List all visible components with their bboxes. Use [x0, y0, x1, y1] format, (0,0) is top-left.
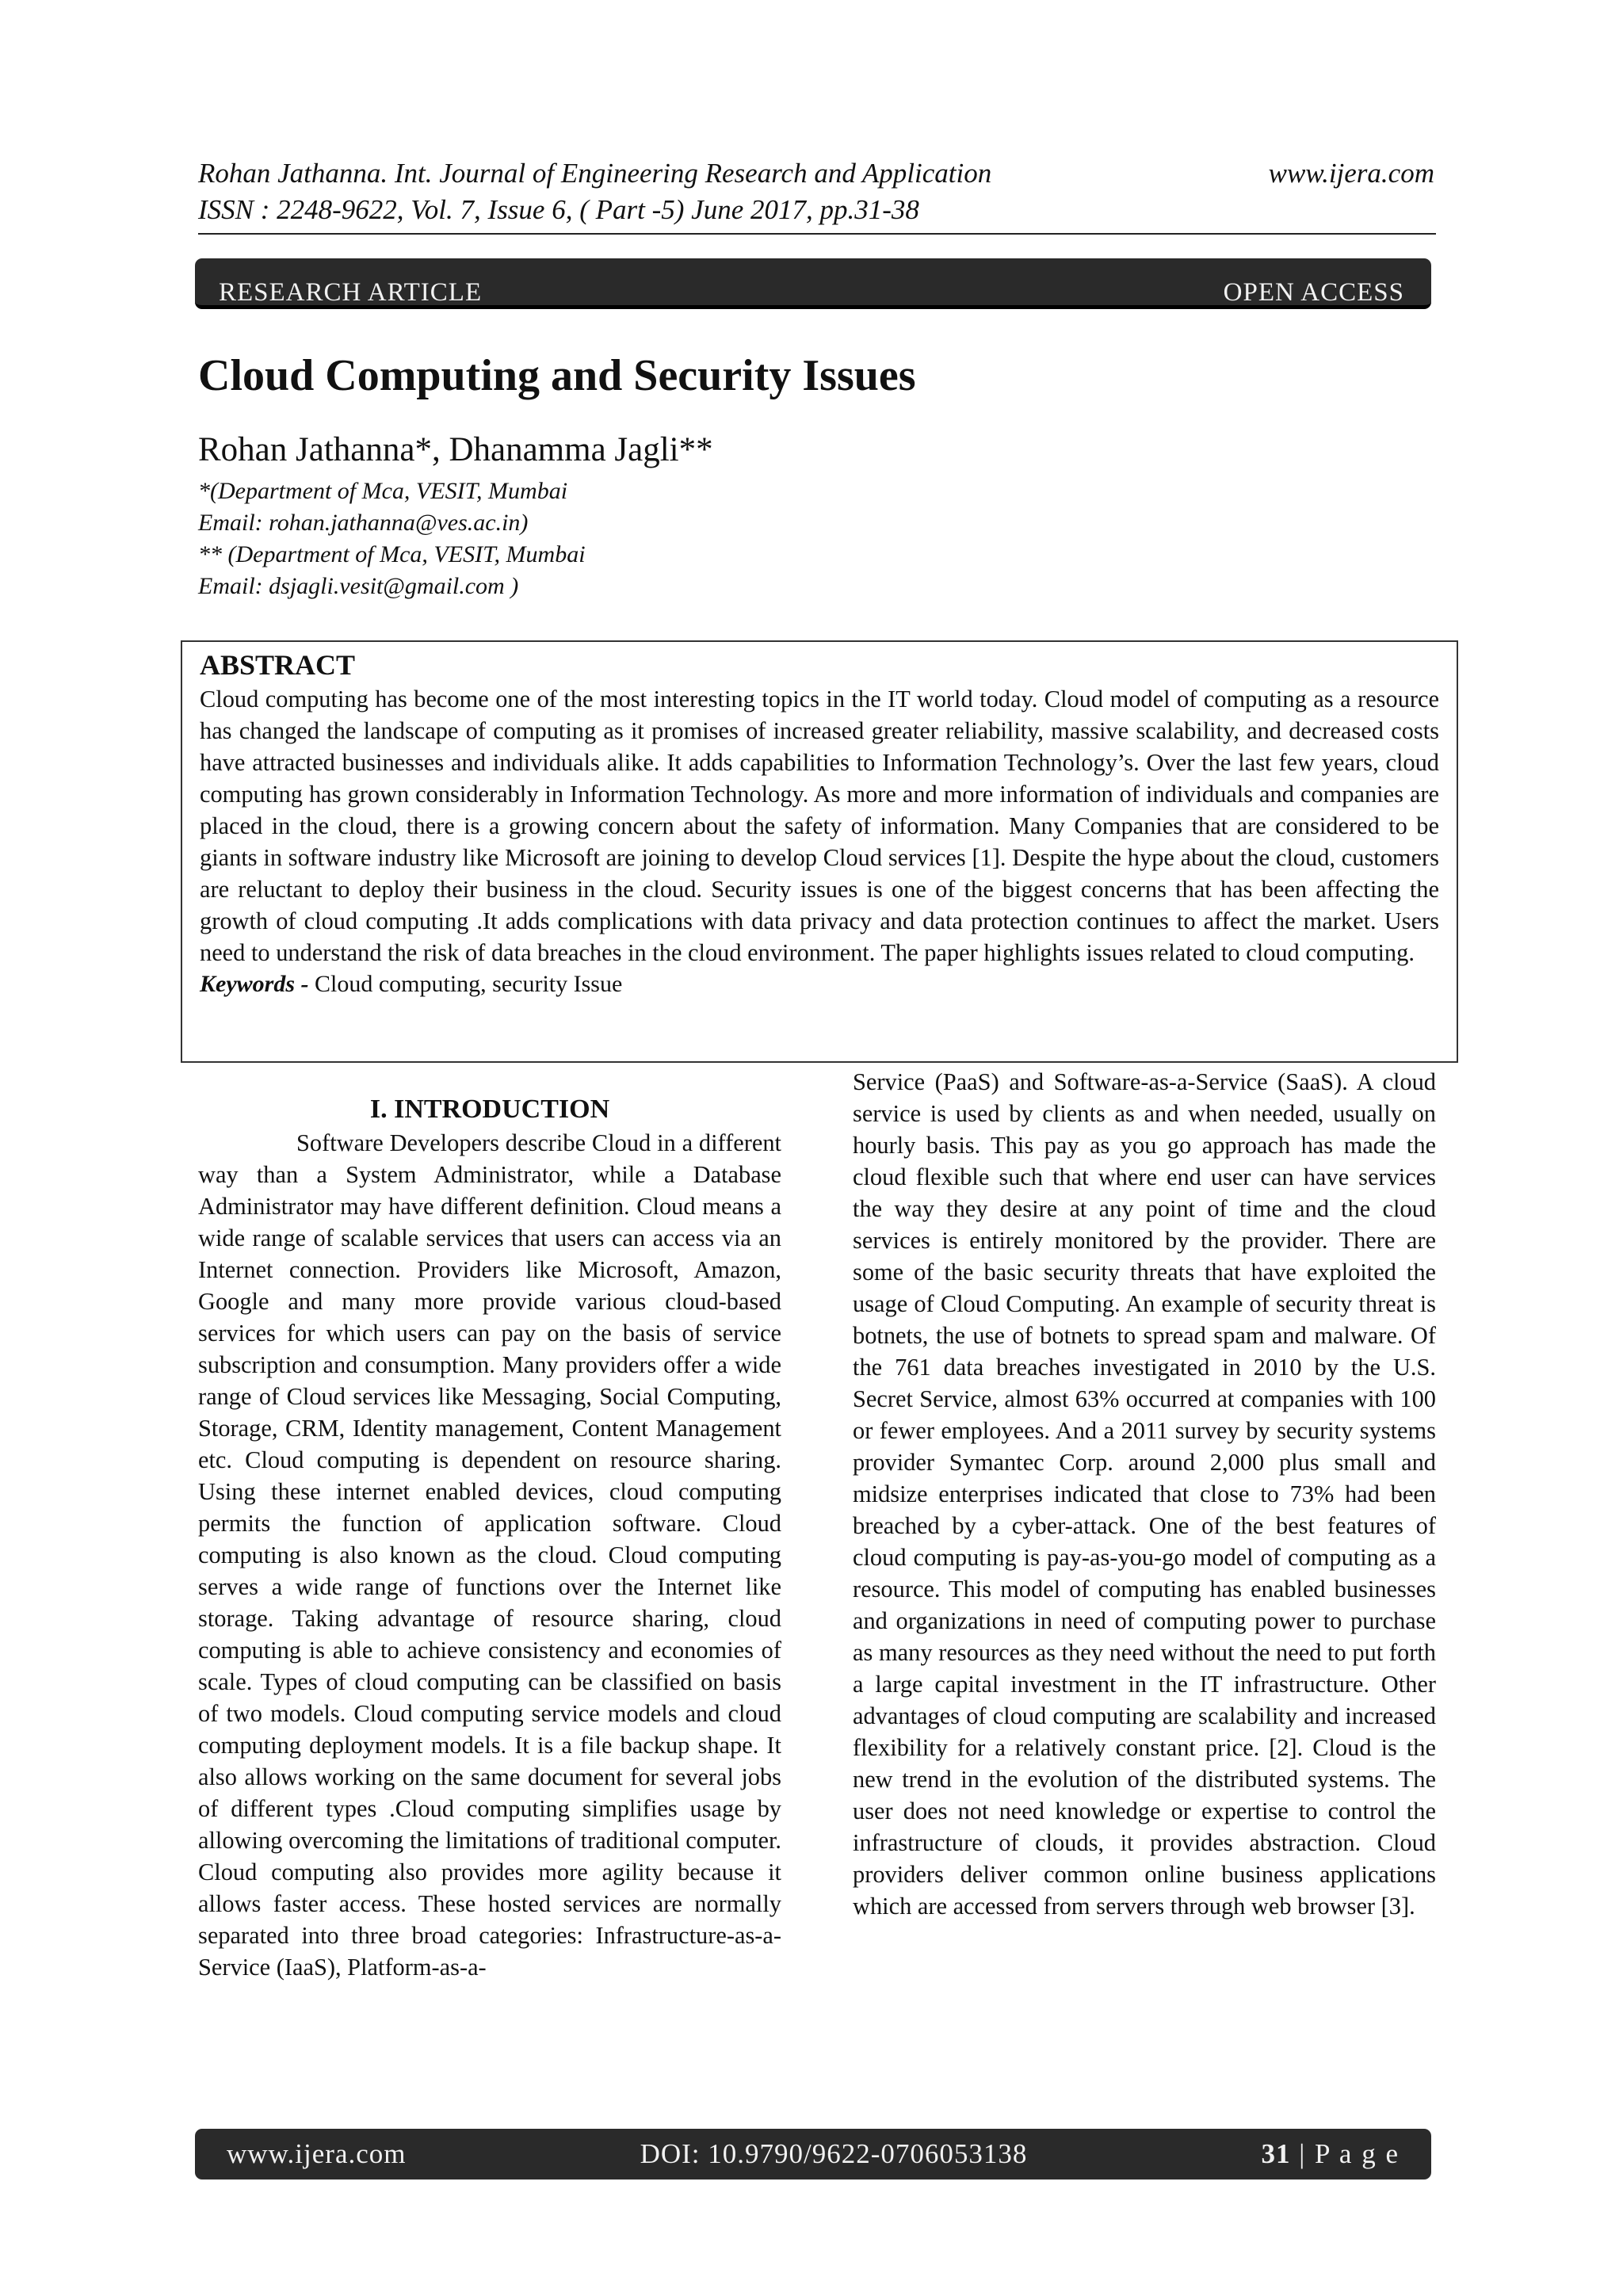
abstract-box: [181, 640, 1458, 1063]
header-divider: [198, 233, 1436, 235]
section-heading-introduction: I. INTRODUCTION: [369, 1095, 610, 1124]
affiliation-line: ** (Department of Mca, VESIT, Mumbai: [198, 541, 586, 567]
affiliation-email[interactable]: Email: dsjagli.vesit@gmail.com ): [198, 573, 519, 599]
page-footer: [195, 2129, 1431, 2179]
article-type-banner: [195, 258, 1431, 309]
intro-paragraph-right: Service (PaaS) and Software-as-a-Service (SaaS). A cloud service is used by clients as and when needed, usually on hourly basis. This pay as you go approach has made the cloud flexible such that where end user can have services the way they desire at any point of time and the cloud services is entirely monitored by the provider. There are some of the basic security threats that have exploited the usage of Cloud Computing. An example of security threat is botnets, the use of botnets to spread spam and malware. Of the 761 data breaches investigated in 2010 by the U.S. Secret Service, almost 63% occurred at companies with 100 or fewer employees. And a 2011 survey by security systems provider Symantec Corp. around 2,000 plus small and midsize enterprises indicated that close to 73% had been breached by a cyber-attack. One of the best features of cloud computing is pay-as-you-go model of computing as a resource. This model of computing has enabled businesses and organizations in need of computing power to purchase as many resources as they need without the need to put forth a large capital investment in the IT infrastructure. Other advantages of cloud computing are scalability and increased flexibility for a relatively constant price. [2]. Cloud is the new trend in the evolution of the distributed systems. The user does not need knowledge or expertise to control the infrastructure of clouds, it provides abstraction. Cloud providers deliver common online business applications which are accessed from servers through web browser [3].: [853, 1068, 1436, 1920]
journal-citation: Rohan Jathanna. Int. Journal of Engineering Research and Application: [198, 158, 992, 189]
issn-line: ISSN : 2248-9622, Vol. 7, Issue 6, ( Part -5) June 2017, pp.31-38: [198, 194, 919, 225]
footer-doi: DOI: 10.9790/9622-0706053138: [640, 2138, 1028, 2169]
keywords-line: [200, 968, 1439, 1000]
abstract-body: Cloud computing has become one of the most interesting topics in the IT world today. Cloud model of computing as a resource has changed the landscape of computing as it promises of increased greater reliability, massive scalability, and decreased costs have attracted businesses and individuals alike. It adds capabilities to Information Technology’s. Over the last few years, cloud computing has grown considerably in Information Technology. As more and more information of individuals and companies are placed in the cloud, there is a growing concern about the safety of information. Many Companies that are considered to be giants in software industry like Microsoft are joining to develop Cloud services [1]. Despite the hype about the cloud, customers are reluctant to deploy their business in the cloud. Security issues is one of the biggest concerns that has been affecting the growth of cloud computing .It adds complications with data privacy and data protection continues to affect the market. Users need to understand the risk of data breaches in the cloud environment. The paper highlights issues related to cloud computing.: [200, 686, 1439, 966]
footer-website[interactable]: www.ijera.com: [227, 2138, 407, 2169]
right-column: [853, 1066, 1436, 1922]
keywords-label: Keywords -: [200, 971, 309, 997]
abstract-heading: ABSTRACT: [200, 649, 356, 681]
footer-page: [1262, 2138, 1400, 2170]
left-column: [198, 1092, 781, 1983]
intro-paragraph-left: Software Developers describe Cloud in a different way than a System Administrator, while a Database Administrator may have different definition. Cloud means a wide range of scalable services that users can access via an Internet connection. Providers like Microsoft, Amazon, Google and many more provide various cloud-based services for which users can pay on the basis of service subscription and consumption. Many providers offer a wide range of Cloud services like Messaging, Social Computing, Storage, CRM, Identity management, Content Management etc. Cloud computing is dependent on resource sharing. Using these internet enabled devices, cloud computing permits the function of application software. Cloud computing is also known as the cloud. Cloud computing serves a wide range of functions over the Internet like storage. Taking advantage of resource sharing, cloud computing is able to achieve consistency and economies of scale. Types of cloud computing can be classified on basis of two models. Cloud computing service models and cloud computing deployment models. It is a file backup shape. It also allows working on the same document for several jobs of different types .Cloud computing simplifies usage by allowing overcoming the limitations of traditional computer. Cloud computing also provides more agility because it allows faster access. These hosted services are normally separated into three broad categories: Infrastructure-as-a-Service (IaaS), Platform-as-a-: [198, 1129, 781, 1981]
affiliation-line: *(Department of Mca, VESIT, Mumbai: [198, 478, 568, 504]
running-header: [198, 155, 1434, 228]
affiliation-email[interactable]: Email: rohan.jathanna@ves.ac.in): [198, 510, 529, 536]
author-list: Rohan Jathanna*, Dhanamma Jagli**: [198, 431, 713, 468]
paper-title: Cloud Computing and Security Issues: [198, 351, 916, 400]
journal-website[interactable]: www.ijera.com: [1268, 158, 1434, 189]
page-label: | P a g e: [1290, 2138, 1400, 2169]
open-access-label: OPEN ACCESS: [1223, 278, 1404, 307]
research-article-label: RESEARCH ARTICLE: [219, 278, 483, 307]
keywords-text: Cloud computing, security Issue: [308, 971, 623, 997]
page-number: 31: [1261, 2138, 1291, 2169]
affiliations: [198, 476, 586, 602]
